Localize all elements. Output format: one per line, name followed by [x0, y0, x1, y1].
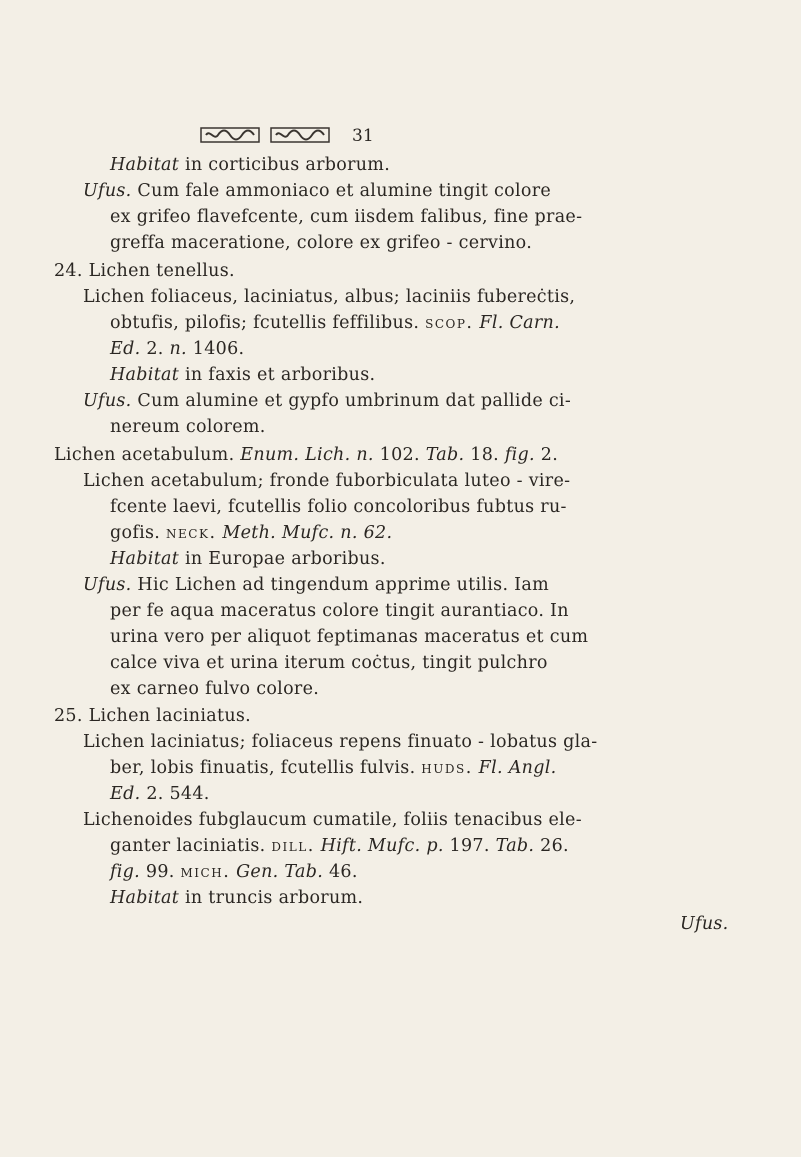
header-ornaments [200, 126, 500, 150]
text-line: ganter laciniatis. dill. Hift. Mufc. p. 197. Tab. 26. [110, 836, 569, 856]
text-line: greffa maceratione, colore ex grifeo - cervino. [110, 233, 533, 253]
text-line: ex grifeo flavefcente, cum iisdem falibus, fine prae- [110, 207, 583, 227]
printer-ornament-left-icon [200, 126, 260, 144]
text-line: gofis. neck. Meth. Mufc. n. 62. [110, 523, 393, 543]
text-line: Lichen acetabulum; fronde fuborbiculata luteo - vire- [83, 471, 571, 491]
text-line: Ed. 2. n. 1406. [110, 339, 245, 359]
entry-heading: 24. Lichen tenellus. [54, 261, 235, 281]
text-line: per fe aqua maceratus colore tingit aurantiaco. In [110, 601, 569, 621]
text-line: Ufus. Hic Lichen ad tingendum apprime utilis. Iam [83, 575, 550, 595]
text-line: Lichen foliaceus, laciniatus, albus; laciniis fubereċtis, [83, 287, 576, 307]
text-line: Habitat in Europae arboribus. [110, 549, 386, 569]
text-line: Habitat in faxis et arboribus. [110, 365, 376, 385]
text-line: obtufis, pilofis; fcutellis feffilibus. scop. Fl. Carn. [110, 313, 560, 333]
text-line: fig. 99. mich. Gen. Tab. 46. [110, 862, 358, 882]
entry-heading: 25. Lichen laciniatus. [54, 706, 252, 726]
entry-heading: Lichen acetabulum. Enum. Lich. n. 102. Tab. 18. fig. 2. [54, 445, 559, 465]
page-number: 31 [352, 126, 374, 146]
text-line: calce viva et urina iterum coċtus, tingit pulchro [110, 653, 548, 673]
text-line: fcente laevi, fcutellis folio concoloribus fubtus ru- [110, 497, 567, 517]
text-line: Habitat in truncis arborum. [110, 888, 364, 908]
text-line: Ufus. Cum alumine et gypfo umbrinum dat pallide ci- [83, 391, 572, 411]
text-line: ber, lobis finuatis, fcutellis fulvis. huds. Fl. Angl. [110, 758, 557, 778]
printer-ornament-right-icon [270, 126, 330, 144]
text-line: nereum colorem. [110, 417, 266, 437]
catchword: Ufus. [680, 914, 729, 934]
text-line: Ed. 2. 544. [110, 784, 210, 804]
text-line: Ufus. Cum fale ammoniaco et alumine tingit colore [83, 181, 552, 201]
text-line: ex carneo fulvo colore. [110, 679, 320, 699]
text-line: Lichenoides fubglaucum cumatile, foliis tenacibus ele- [83, 810, 582, 830]
text-line: urina vero per aliquot feptimanas maceratus et cum [110, 627, 589, 647]
text-line: Habitat in corticibus arborum. [110, 155, 391, 175]
text-line: Lichen laciniatus; foliaceus repens finuato - lobatus gla- [83, 732, 598, 752]
